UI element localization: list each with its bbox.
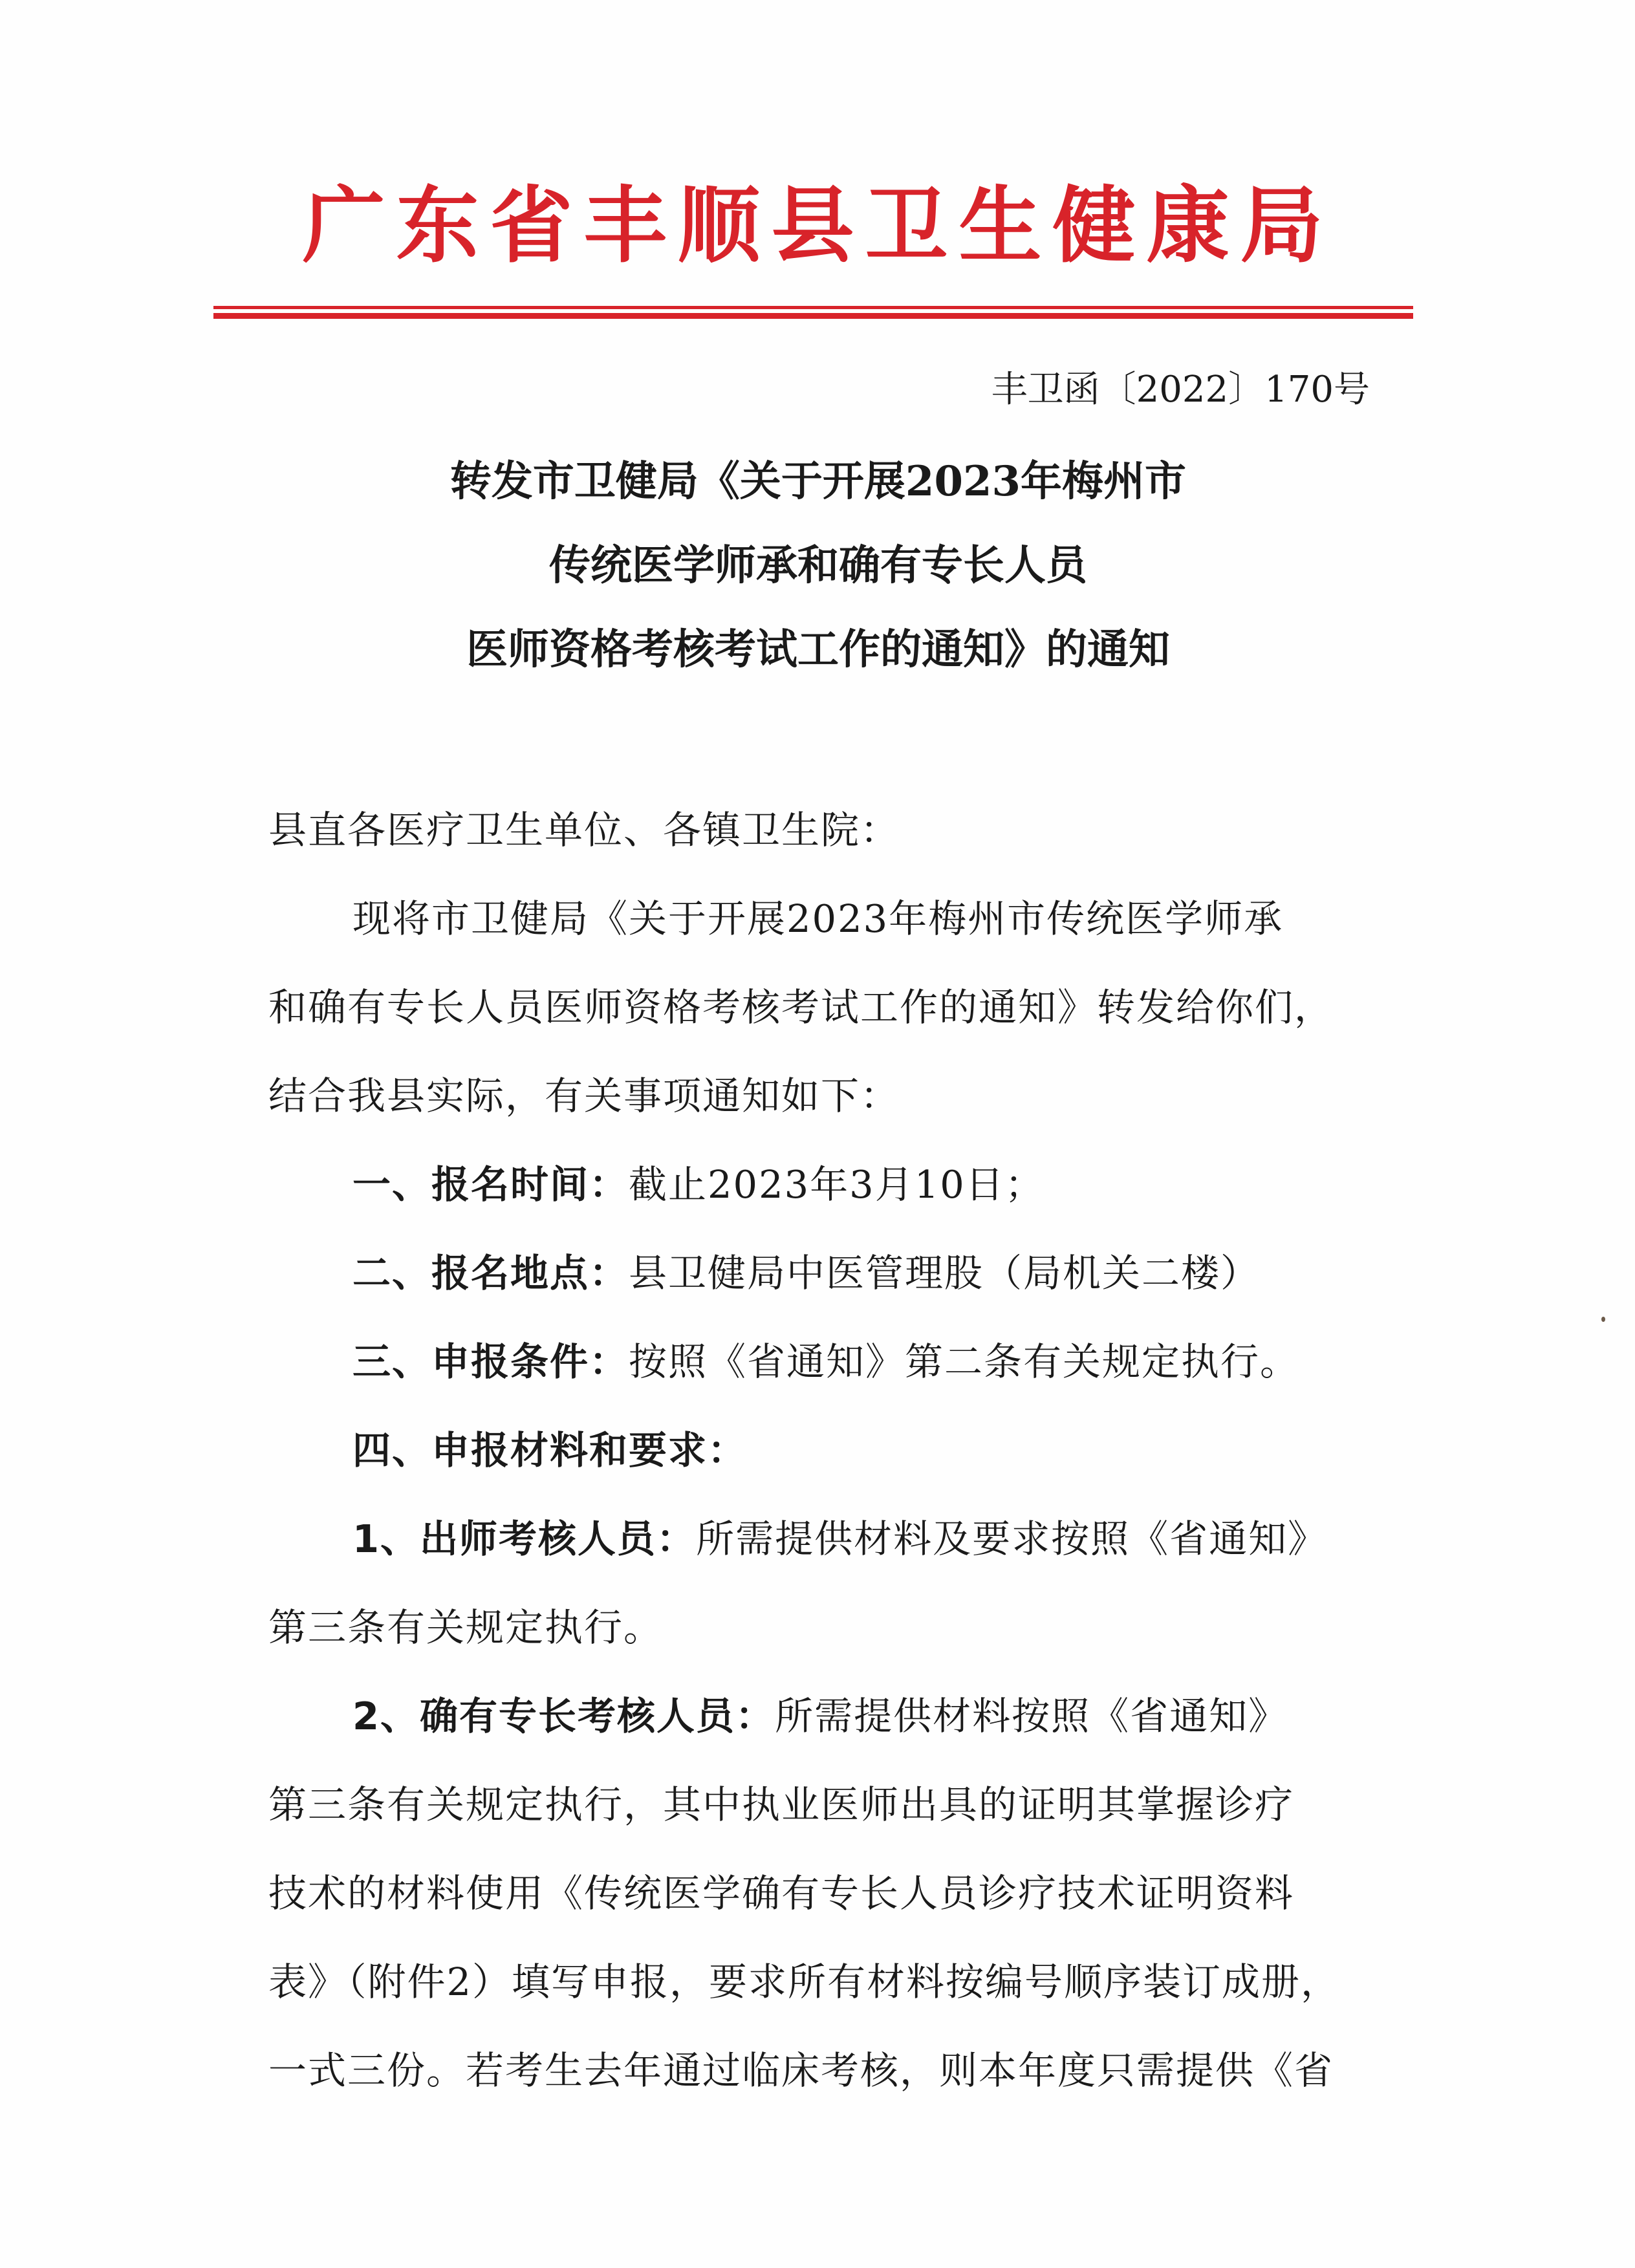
item-heading: 二、报名地点：: [352, 1251, 629, 1295]
item-text: 按照《省通知》第二条有关规定执行。: [629, 1339, 1300, 1384]
document-number: 丰卫函〔2022〕170号: [991, 369, 1370, 411]
document-body: [268, 786, 1407, 2115]
subitem-text: 所需提供材料及要求按照《省通知》: [696, 1517, 1328, 1561]
subitem-text: 所需提供材料按照《省通知》: [775, 1694, 1288, 1738]
intro-line: 和确有专长人员医师资格考核考试工作的通知》转发给你们，: [268, 985, 1334, 1030]
intro-line: 结合我县实际，有关事项通知如下：: [268, 1074, 900, 1118]
item-materials: [268, 1406, 1407, 1495]
item-text: 截止2023年3月10日；: [629, 1162, 1045, 1207]
document-title: [213, 440, 1423, 692]
subitem-heading: 1、出师考核人员：: [352, 1517, 697, 1561]
subitem-continuation: 第三条有关规定执行。: [268, 1605, 664, 1650]
item-text: 县卫健局中医管理股（局机关二楼）: [629, 1251, 1261, 1295]
subitem-heading: 2、确有专长考核人员：: [352, 1694, 775, 1738]
masthead-rule-thick: [213, 313, 1413, 319]
title-line: 转发市卫健局《关于开展2023年梅州市: [449, 457, 1187, 506]
intro-line: 现将市卫健局《关于开展2023年梅州市传统医学师承: [352, 896, 1284, 941]
item-conditions: [268, 1317, 1407, 1406]
title-line: 传统医学师承和确有专长人员: [549, 541, 1087, 590]
subitem-continuation: 第三条有关规定执行，其中执业医师出具的证明其掌握诊疗: [268, 1782, 1295, 1827]
item-place: [268, 1229, 1407, 1317]
item-heading: 四、申报材料和要求：: [352, 1428, 748, 1473]
item-heading: 一、报名时间：: [352, 1162, 629, 1207]
subitem-expertise: [268, 1672, 1407, 1760]
scan-speck: [1601, 1317, 1605, 1322]
subitem-continuation: 技术的材料使用《传统医学确有专长人员诊疗技术证明资料: [268, 1871, 1295, 1916]
subitem-apprentice: [268, 1495, 1407, 1583]
masthead-rule-thin: [213, 306, 1413, 309]
subitem-continuation: 一式三份。若考生去年通过临床考核，则本年度只需提供《省: [268, 2048, 1334, 2093]
issuer-masthead: 广东省丰顺县卫生健康局: [302, 178, 1334, 274]
salutation: 县直各医疗卫生单位、各镇卫生院：: [268, 808, 900, 852]
item-heading: 三、申报条件：: [352, 1339, 629, 1384]
subitem-continuation: 表》（附件2）填写申报，要求所有材料按编号顺序装订成册，: [268, 1960, 1341, 2004]
title-line: 医师资格考核考试工作的通知》的通知: [466, 625, 1170, 674]
item-time: [268, 1140, 1407, 1229]
